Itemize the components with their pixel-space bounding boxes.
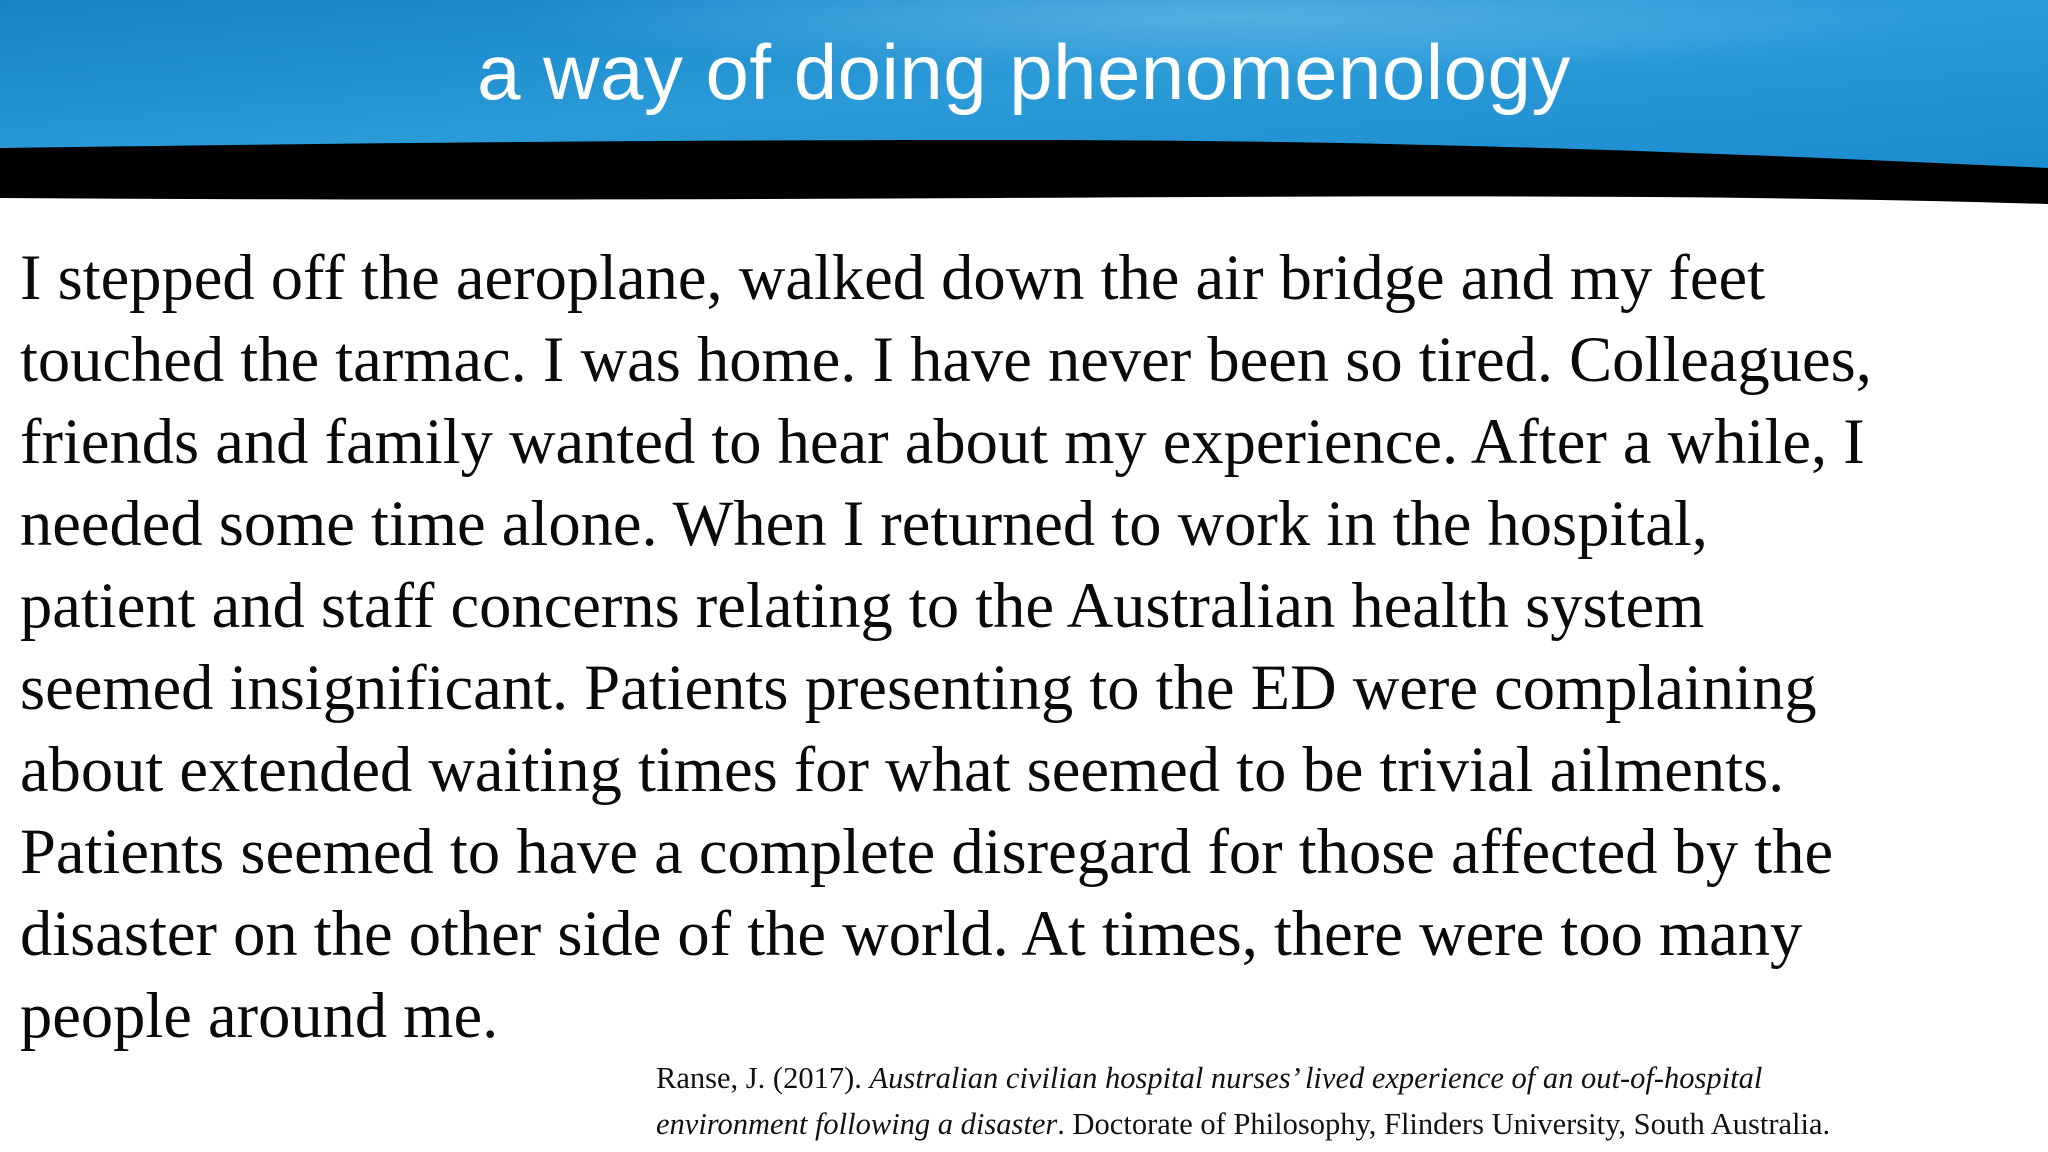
quote-body	[20, 237, 2030, 1057]
quote-line: friends and family wanted to hear about my experience. After a while, I	[20, 406, 1865, 477]
quote-line: disaster on the other side of the world. At times, there were too many	[20, 898, 1803, 969]
quote-line: patient and staff concerns relating to the Australian health system	[20, 570, 1705, 641]
quote-line: I stepped off the aeroplane, walked down the air bridge and my feet	[20, 242, 1766, 313]
citation-author-year: Ranse, J. (2017).	[656, 1061, 870, 1095]
citation-title-part2: environment following a disaster	[656, 1107, 1058, 1141]
quote-line: people around me.	[20, 980, 499, 1051]
citation-title-part1: Australian civilian hospital nurses’ lived experience of an out-of-hospital	[869, 1061, 1763, 1095]
quote-line: needed some time alone. When I returned to work in the hospital,	[20, 488, 1708, 559]
citation-line-2	[656, 1101, 2036, 1147]
quote-line: Patients seemed to have a complete disregard for those affected by the	[20, 816, 1834, 887]
slide-title: a way of doing phenomenology	[477, 28, 1571, 116]
citation-line-1	[656, 1055, 2036, 1101]
quote-line: about extended waiting times for what seemed to be trivial ailments.	[20, 734, 1785, 805]
citation-publisher: . Doctorate of Philosophy, Flinders University, South Australia.	[1057, 1107, 1831, 1141]
citation	[656, 1055, 2036, 1147]
quote-line: seemed insignificant. Patients presenting to the ED were complaining	[20, 652, 1817, 723]
quote-line: touched the tarmac. I was home. I have never been so tired. Colleagues,	[20, 324, 1872, 395]
